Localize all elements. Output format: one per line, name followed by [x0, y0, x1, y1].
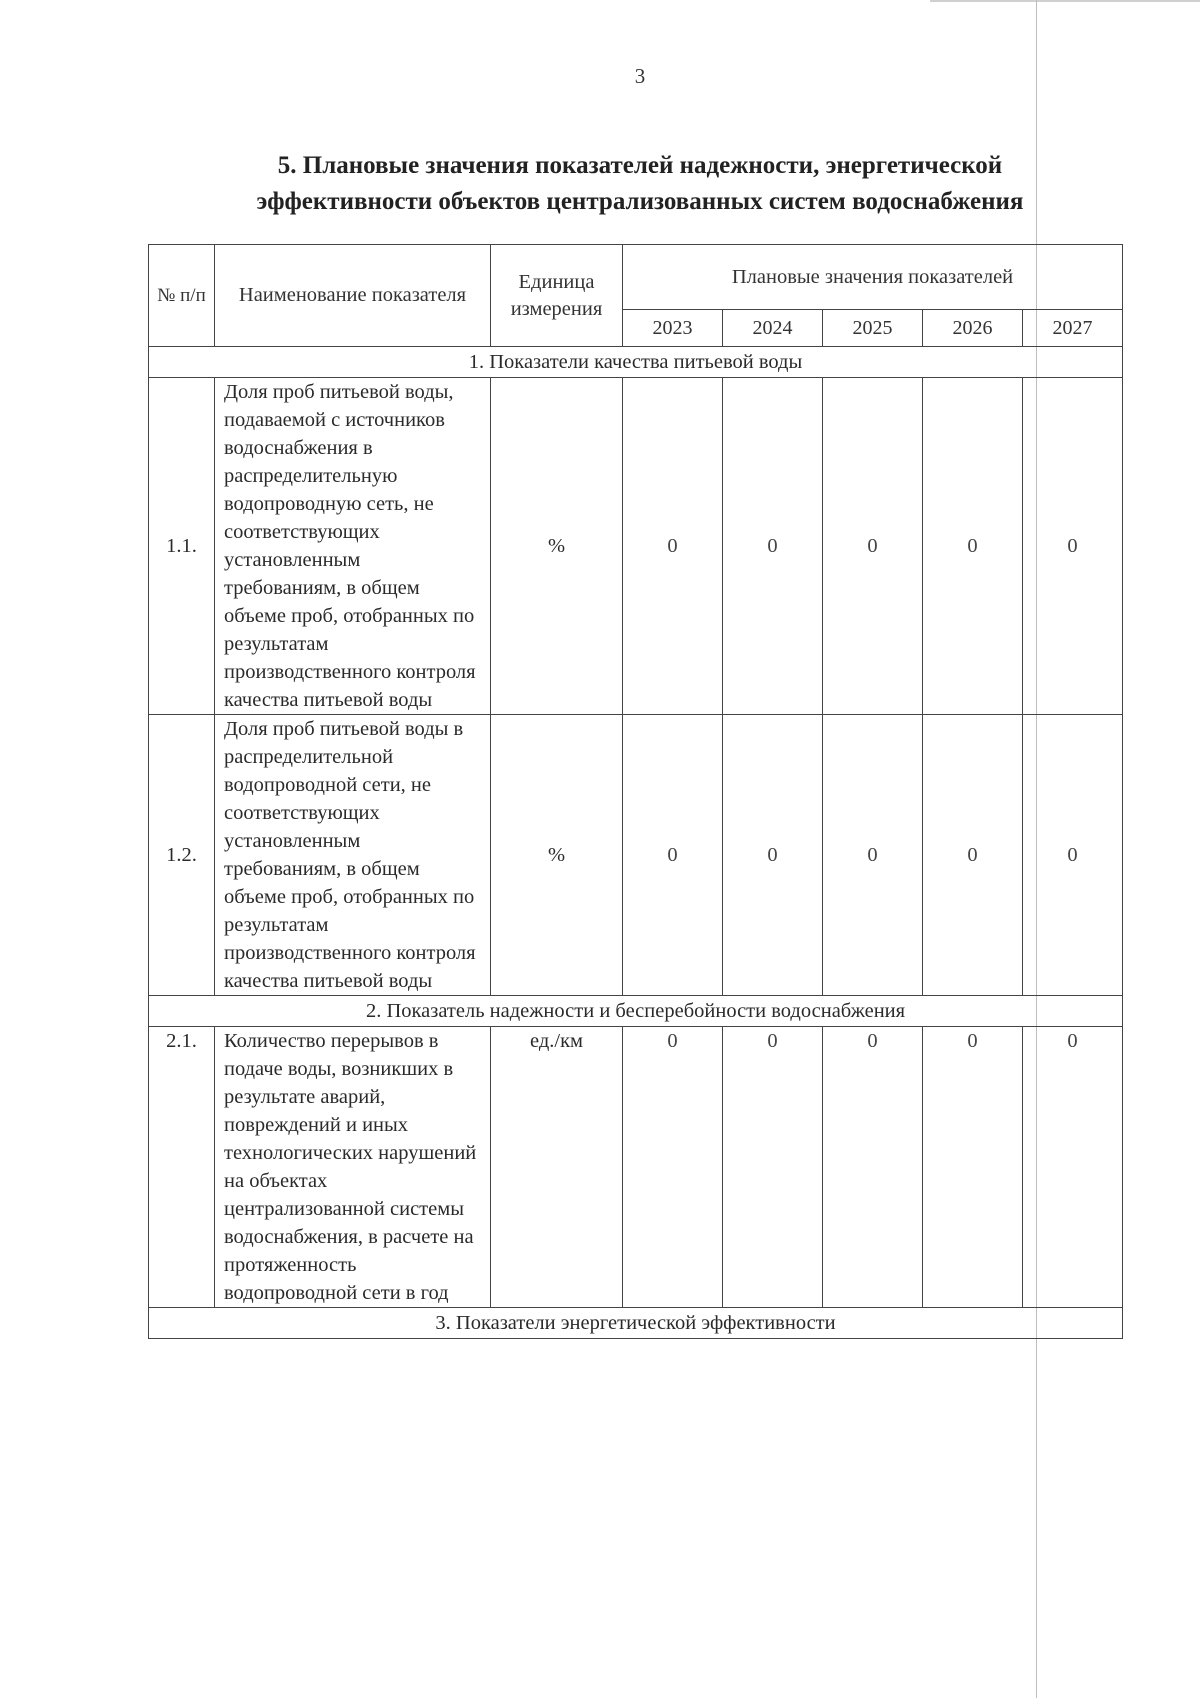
scan-edge-top: [930, 0, 1200, 2]
value-cell: 0: [923, 715, 1023, 996]
indicators-table: [148, 244, 1123, 1339]
section-header-row: [149, 347, 1123, 378]
section-header-row: [149, 996, 1123, 1027]
page-number: 3: [634, 64, 646, 88]
title-line-2: эффективности объектов централизованных систем водоснабжения: [256, 188, 1024, 215]
unit-cell: %: [491, 715, 623, 996]
header-plan: Плановые значения показателей: [623, 245, 1123, 310]
value-cell: 0: [1023, 1027, 1123, 1308]
section-title: 2. Показатель надежности и бесперебойности водоснабжения: [149, 996, 1123, 1027]
value-cell: 0: [823, 1027, 923, 1308]
table-body: [149, 245, 1123, 1339]
row-number: 2.1.: [149, 1027, 215, 1308]
value-cell: 0: [1023, 715, 1123, 996]
header-year: 2024: [723, 310, 823, 347]
value-cell: 0: [923, 378, 1023, 715]
indicator-name: Количество перерывов в подаче воды, возникших в результате аварий, повреждений и иных технологических нарушений на объектах централизованной системы водоснабжения, в расчете на протяженность водопроводной сети в год: [215, 1027, 491, 1308]
header-num: № п/п: [149, 245, 215, 347]
header-year: 2026: [923, 310, 1023, 347]
section-title: 1. Показатели качества питьевой воды: [149, 347, 1123, 378]
value-cell: 0: [623, 715, 723, 996]
row-number: 1.1.: [149, 378, 215, 715]
title-line-1: 5. Плановые значения показателей надежности, энергетической: [277, 152, 1003, 179]
unit-cell: %: [491, 378, 623, 715]
header-row-top: [149, 245, 1123, 310]
value-cell: 0: [623, 378, 723, 715]
table-row: [149, 378, 1123, 715]
row-number: 1.2.: [149, 715, 215, 996]
unit-cell: ед./км: [491, 1027, 623, 1308]
header-unit: Единица измерения: [491, 245, 623, 347]
indicator-name: Доля проб питьевой воды, подаваемой с источников водоснабжения в распределительную водопроводную сеть, не соответствующих установленным требованиям, в общем объеме проб, отобранных по результатам производственного контроля качества питьевой воды: [215, 378, 491, 715]
indicator-name: Доля проб питьевой воды в распределительной водопроводной сети, не соответствующих установленным требованиям, в общем объеме проб, отобранных по результатам производственного контроля качества питьевой воды: [215, 715, 491, 996]
value-cell: 0: [823, 715, 923, 996]
value-cell: 0: [923, 1027, 1023, 1308]
header-year: 2027: [1023, 310, 1123, 347]
section-header-row: [149, 1308, 1123, 1339]
table-row: [149, 715, 1123, 996]
value-cell: 0: [823, 378, 923, 715]
header-year: 2023: [623, 310, 723, 347]
header-year: 2025: [823, 310, 923, 347]
section-title: 3. Показатели энергетической эффективности: [149, 1308, 1123, 1339]
header-name: Наименование показателя: [215, 245, 491, 347]
table-row: [149, 1027, 1123, 1308]
value-cell: 0: [623, 1027, 723, 1308]
value-cell: 0: [723, 378, 823, 715]
value-cell: 0: [723, 1027, 823, 1308]
document-title: [150, 148, 1130, 220]
value-cell: 0: [1023, 378, 1123, 715]
value-cell: 0: [723, 715, 823, 996]
